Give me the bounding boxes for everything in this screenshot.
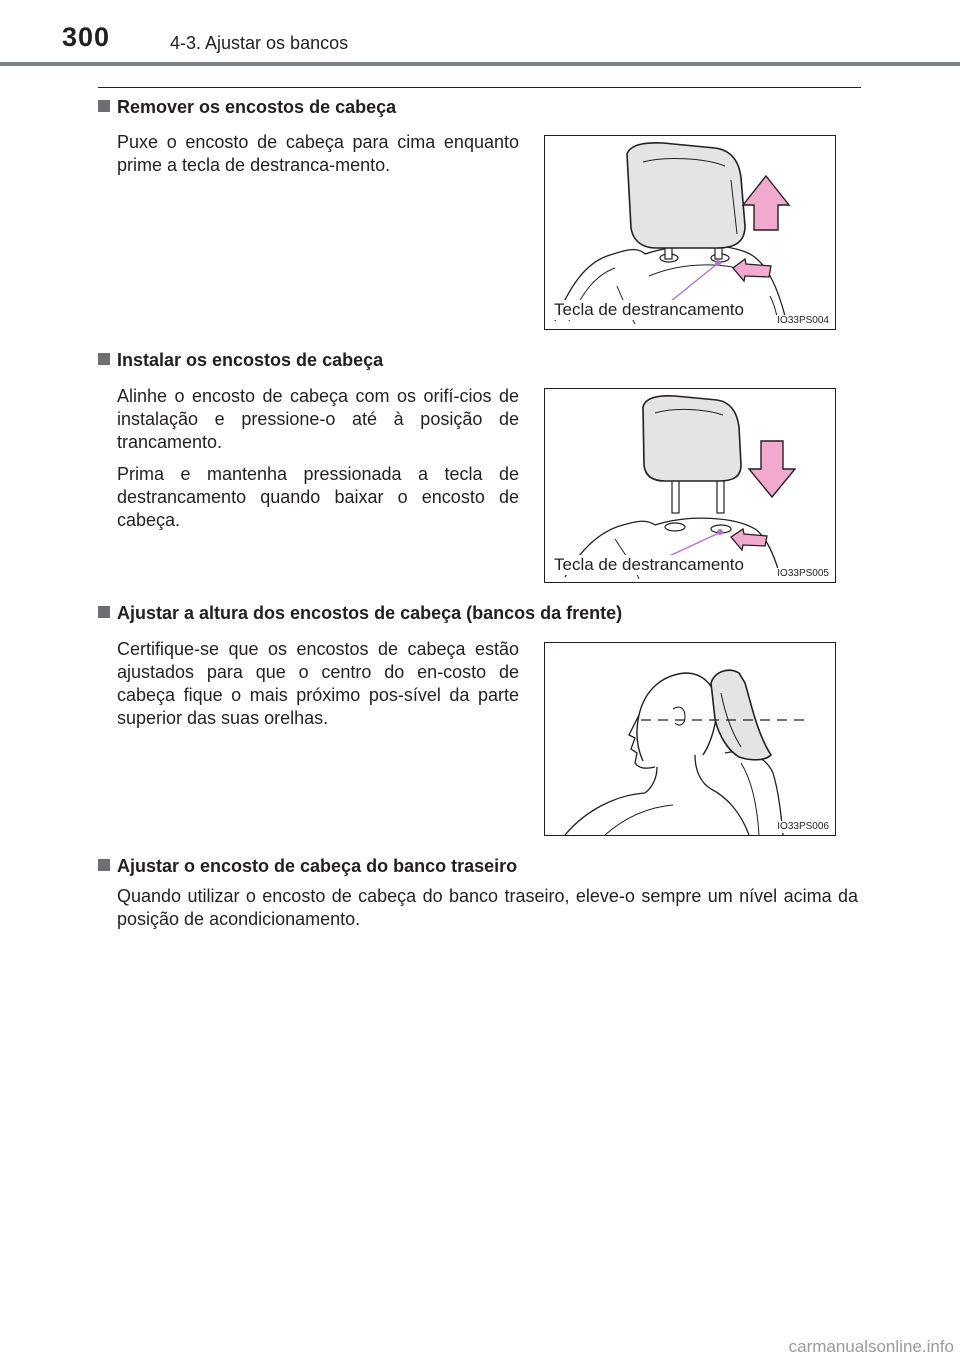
section-heading-text: Instalar os encostos de cabeça (117, 350, 384, 370)
figure-code: IO33PS004 (777, 315, 829, 326)
paragraph-install (117, 385, 519, 532)
figure-label-unlock-button: Tecla de destrancamento (554, 555, 744, 574)
paragraph-remove (117, 131, 519, 177)
paragraph-adjust-front (117, 638, 519, 730)
section-heading-text: Remover os encostos de cabeça (117, 97, 397, 117)
section-heading-rear-seat (98, 856, 517, 877)
section-heading-text: Ajustar o encosto de cabeça do banco traseiro (117, 856, 518, 876)
headrest-installation-illustration (545, 389, 835, 582)
section-heading-text: Ajustar a altura dos encostos de cabeça (bancos da frente) (117, 603, 623, 623)
bullet-square-icon (98, 859, 110, 871)
bullet-square-icon (98, 353, 110, 365)
paragraph-text: Prima e mantenha pressionada a tecla de destrancamento quando baixar o encosto de cabeça. (117, 464, 519, 530)
bullet-square-icon (98, 606, 110, 618)
figure-code: IO33PS006 (777, 821, 829, 832)
paragraph-text: Alinhe o encosto de cabeça com os orifí-cios de instalação e pressione-o até à posição de trancamento. (117, 386, 519, 452)
bullet-square-icon (98, 100, 110, 112)
chapter-title: 4-3. Ajustar os bancos (170, 33, 349, 53)
page-number: 300 (62, 22, 111, 52)
figure-headrest-height (544, 642, 836, 836)
section-rule (98, 87, 861, 88)
section-heading-remove (98, 97, 396, 118)
header-rule (0, 62, 960, 66)
paragraph-rear-seat: Quando utilizar o encosto de cabeça do banco traseiro, eleve-o sempre um nível acima da posição de acondicionamento. (117, 886, 858, 929)
figure-install-headrest (544, 388, 836, 583)
paragraph-text: Puxe o encosto de cabeça para cima enquanto prime a tecla de destranca-mento. (117, 132, 519, 175)
figure-label-unlock-button: Tecla de destrancamento (554, 300, 744, 319)
headrest-height-illustration (545, 643, 835, 835)
figure-remove-headrest (544, 135, 836, 330)
section-heading-install (98, 350, 383, 371)
figure-code: IO33PS005 (777, 568, 829, 579)
watermark: carmanualsonline.info (788, 1337, 954, 1356)
paragraph-text: Certifique-se que os encostos de cabeça estão ajustados para que o centro do en-costo de cabeça fique o mais próximo pos-sível da parte superior das suas orelhas. (117, 639, 519, 728)
section-heading-adjust-front (98, 603, 622, 624)
